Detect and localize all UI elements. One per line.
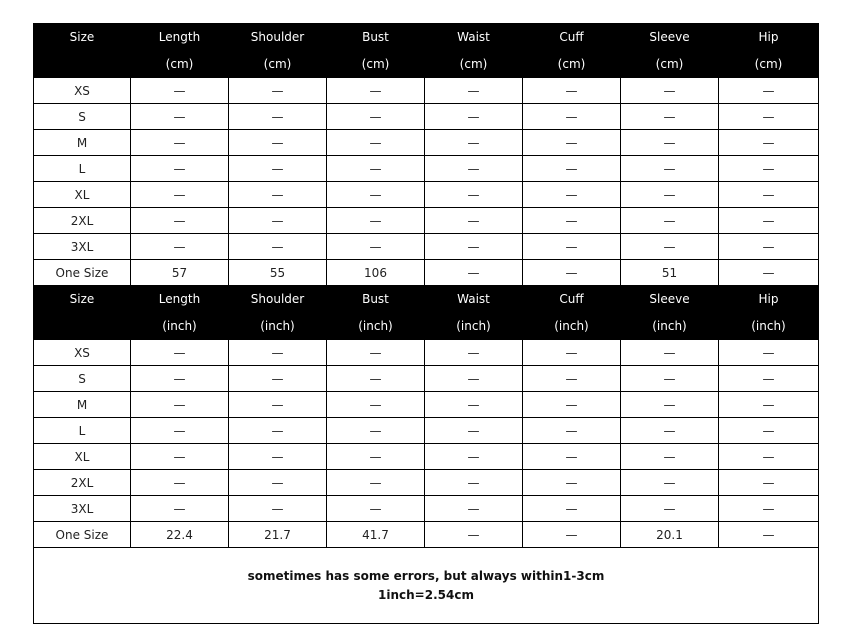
measurement-cell: — (229, 208, 327, 234)
measurement-cell: — (131, 234, 229, 260)
cm-header-hip: Hip (719, 24, 819, 50)
measurement-cell: — (131, 340, 229, 366)
measurement-cell: — (327, 392, 425, 418)
measurement-cell: — (229, 392, 327, 418)
measurement-cell: — (131, 418, 229, 444)
measurement-cell: — (719, 470, 819, 496)
size-label-cell: 2XL (34, 208, 131, 234)
measurement-cell: — (327, 130, 425, 156)
cm-header-sleeve: Sleeve (621, 24, 719, 50)
measurement-cell: — (719, 234, 819, 260)
measurement-cell: — (523, 234, 621, 260)
measurement-cell: 55 (229, 260, 327, 286)
measurement-cell: — (131, 366, 229, 392)
table-row (34, 418, 819, 444)
measurement-cell: — (131, 130, 229, 156)
measurement-cell: 51 (621, 260, 719, 286)
measurement-note (34, 548, 819, 624)
measurement-cell: — (425, 522, 523, 548)
measurement-cell: — (131, 104, 229, 130)
measurement-cell: — (621, 366, 719, 392)
table-row (34, 340, 819, 366)
size-label-cell: S (34, 104, 131, 130)
measurement-cell: — (425, 130, 523, 156)
measurement-cell: — (327, 208, 425, 234)
table-row (34, 156, 819, 182)
table-row (34, 522, 819, 548)
measurement-cell: — (523, 182, 621, 208)
size-chart-table (33, 23, 819, 624)
measurement-cell: — (131, 392, 229, 418)
table-row (34, 208, 819, 234)
inch-unit-sleeve: (inch) (621, 312, 719, 340)
measurement-cell: — (229, 182, 327, 208)
cm-unit-row (34, 50, 819, 78)
inch-header-hip: Hip (719, 286, 819, 312)
table-row (34, 260, 819, 286)
cm-header-row (34, 24, 819, 50)
inch-header-sleeve: Sleeve (621, 286, 719, 312)
note-row (34, 548, 819, 624)
table-row (34, 78, 819, 104)
measurement-cell: — (327, 340, 425, 366)
inch-unit-cuff: (inch) (523, 312, 621, 340)
measurement-cell: — (621, 234, 719, 260)
cm-unit-size (34, 50, 131, 78)
measurement-cell: — (621, 104, 719, 130)
measurement-cell: — (523, 260, 621, 286)
measurement-cell: — (425, 208, 523, 234)
measurement-cell: — (229, 78, 327, 104)
inch-unit-row (34, 312, 819, 340)
size-label-cell: 2XL (34, 470, 131, 496)
measurement-cell: — (425, 104, 523, 130)
cm-unit-bust: (cm) (327, 50, 425, 78)
size-label-cell: One Size (34, 260, 131, 286)
measurement-cell: — (327, 496, 425, 522)
table-row (34, 496, 819, 522)
measurement-cell: — (523, 392, 621, 418)
inch-unit-length: (inch) (131, 312, 229, 340)
measurement-cell: — (425, 340, 523, 366)
table-row (34, 130, 819, 156)
table-row (34, 392, 819, 418)
cm-header-cuff: Cuff (523, 24, 621, 50)
measurement-cell: — (131, 156, 229, 182)
measurement-cell: — (621, 182, 719, 208)
measurement-cell: 106 (327, 260, 425, 286)
inch-unit-bust: (inch) (327, 312, 425, 340)
measurement-cell: 41.7 (327, 522, 425, 548)
measurement-cell: 22.4 (131, 522, 229, 548)
measurement-cell: — (229, 130, 327, 156)
measurement-cell: — (229, 496, 327, 522)
size-label-cell: S (34, 366, 131, 392)
inch-unit-size (34, 312, 131, 340)
measurement-cell: — (621, 156, 719, 182)
measurement-cell: 20.1 (621, 522, 719, 548)
measurement-cell: — (327, 366, 425, 392)
measurement-cell: — (523, 496, 621, 522)
measurement-cell: — (621, 470, 719, 496)
measurement-cell: — (131, 470, 229, 496)
measurement-cell: — (621, 340, 719, 366)
measurement-cell: — (327, 234, 425, 260)
measurement-cell: 57 (131, 260, 229, 286)
measurement-cell: — (621, 392, 719, 418)
note-line-2: 1inch=2.54cm (378, 587, 474, 602)
size-label-cell: 3XL (34, 496, 131, 522)
inch-header-bust: Bust (327, 286, 425, 312)
measurement-cell: — (719, 182, 819, 208)
measurement-cell: — (131, 78, 229, 104)
inch-unit-shoulder: (inch) (229, 312, 327, 340)
measurement-cell: — (425, 392, 523, 418)
cm-header-shoulder: Shoulder (229, 24, 327, 50)
measurement-cell: — (229, 104, 327, 130)
inch-unit-hip: (inch) (719, 312, 819, 340)
measurement-cell: — (719, 418, 819, 444)
measurement-cell: — (523, 208, 621, 234)
measurement-cell: — (523, 444, 621, 470)
measurement-cell: — (131, 496, 229, 522)
inch-header-shoulder: Shoulder (229, 286, 327, 312)
table-row (34, 366, 819, 392)
table-row (34, 444, 819, 470)
measurement-cell: — (621, 78, 719, 104)
cm-header-size: Size (34, 24, 131, 50)
measurement-cell: — (229, 418, 327, 444)
measurement-cell: — (425, 234, 523, 260)
inch-header-size: Size (34, 286, 131, 312)
measurement-cell: — (719, 260, 819, 286)
measurement-cell: — (327, 104, 425, 130)
inch-header-length: Length (131, 286, 229, 312)
measurement-cell: — (523, 130, 621, 156)
measurement-cell: — (229, 366, 327, 392)
size-label-cell: XL (34, 182, 131, 208)
measurement-cell: — (229, 234, 327, 260)
table-row (34, 182, 819, 208)
measurement-cell: — (621, 496, 719, 522)
cm-unit-shoulder: (cm) (229, 50, 327, 78)
inch-unit-waist: (inch) (425, 312, 523, 340)
cm-header-waist: Waist (425, 24, 523, 50)
size-label-cell: 3XL (34, 234, 131, 260)
measurement-cell: — (523, 522, 621, 548)
measurement-cell: — (425, 182, 523, 208)
measurement-cell: — (719, 104, 819, 130)
size-label-cell: L (34, 418, 131, 444)
size-label-cell: One Size (34, 522, 131, 548)
measurement-cell: — (523, 156, 621, 182)
measurement-cell: — (719, 340, 819, 366)
measurement-cell: — (523, 418, 621, 444)
cm-unit-length: (cm) (131, 50, 229, 78)
measurement-cell: — (229, 470, 327, 496)
size-label-cell: M (34, 130, 131, 156)
cm-unit-waist: (cm) (425, 50, 523, 78)
measurement-cell: — (719, 78, 819, 104)
measurement-cell: — (719, 156, 819, 182)
table-row (34, 104, 819, 130)
table-row (34, 470, 819, 496)
measurement-cell: — (229, 444, 327, 470)
measurement-cell: — (621, 444, 719, 470)
cm-header-length: Length (131, 24, 229, 50)
measurement-cell: — (131, 444, 229, 470)
measurement-cell: — (719, 496, 819, 522)
table-row (34, 234, 819, 260)
cm-unit-sleeve: (cm) (621, 50, 719, 78)
size-label-cell: M (34, 392, 131, 418)
inch-header-waist: Waist (425, 286, 523, 312)
measurement-cell: — (327, 418, 425, 444)
measurement-cell: — (327, 156, 425, 182)
measurement-cell: — (327, 182, 425, 208)
size-label-cell: XS (34, 78, 131, 104)
cm-unit-hip: (cm) (719, 50, 819, 78)
measurement-cell: — (621, 418, 719, 444)
measurement-cell: — (425, 470, 523, 496)
measurement-cell: — (523, 78, 621, 104)
inch-header-row (34, 286, 819, 312)
measurement-cell: — (425, 496, 523, 522)
measurement-cell: — (425, 78, 523, 104)
size-label-cell: XS (34, 340, 131, 366)
measurement-cell: — (425, 444, 523, 470)
measurement-cell: — (425, 366, 523, 392)
measurement-cell: — (425, 418, 523, 444)
measurement-cell: — (425, 260, 523, 286)
measurement-cell: — (523, 104, 621, 130)
measurement-cell: — (621, 208, 719, 234)
measurement-cell: — (327, 470, 425, 496)
measurement-cell: — (131, 182, 229, 208)
cm-unit-cuff: (cm) (523, 50, 621, 78)
note-line-1: sometimes has some errors, but always within1-3cm (247, 568, 605, 583)
size-label-cell: L (34, 156, 131, 182)
measurement-cell: — (131, 208, 229, 234)
measurement-cell: — (719, 366, 819, 392)
measurement-cell: — (719, 208, 819, 234)
measurement-cell: 21.7 (229, 522, 327, 548)
measurement-cell: — (719, 522, 819, 548)
measurement-cell: — (327, 444, 425, 470)
inch-header-cuff: Cuff (523, 286, 621, 312)
cm-header-bust: Bust (327, 24, 425, 50)
measurement-cell: — (425, 156, 523, 182)
measurement-cell: — (719, 392, 819, 418)
measurement-cell: — (327, 78, 425, 104)
measurement-cell: — (229, 340, 327, 366)
measurement-cell: — (719, 130, 819, 156)
measurement-cell: — (523, 340, 621, 366)
measurement-cell: — (229, 156, 327, 182)
measurement-cell: — (621, 130, 719, 156)
measurement-cell: — (523, 470, 621, 496)
measurement-cell: — (523, 366, 621, 392)
measurement-cell: — (719, 444, 819, 470)
size-label-cell: XL (34, 444, 131, 470)
